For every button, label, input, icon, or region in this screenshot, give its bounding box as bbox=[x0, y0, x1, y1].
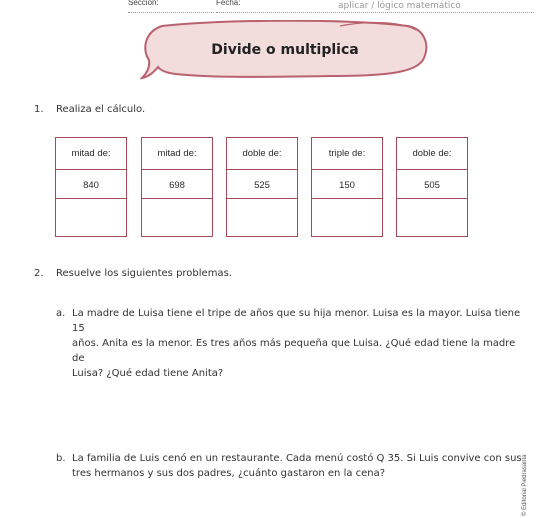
seccion-line bbox=[128, 12, 214, 13]
card-number: 525 bbox=[254, 180, 270, 191]
card-operation-label: triple de: bbox=[328, 148, 366, 159]
card-operation-label: mitad de: bbox=[157, 148, 197, 159]
skill-tag: aplicar / lógico matemático bbox=[338, 1, 461, 11]
item1-instruction: Realiza el cálculo. bbox=[56, 104, 146, 115]
card-number: 840 bbox=[83, 180, 99, 191]
card-answer-space[interactable] bbox=[142, 199, 212, 236]
card-answer-space[interactable] bbox=[397, 199, 467, 236]
card-number: 698 bbox=[169, 180, 185, 191]
problem-b-letter: b. bbox=[56, 453, 66, 464]
problem-a-line: años. Anita es la menor. Es tres años más pequeña que Luisa. ¿Qué edad tiene la madre de bbox=[72, 338, 516, 364]
calc-card bbox=[311, 137, 383, 237]
card-operation-label: mitad de: bbox=[71, 148, 111, 159]
card-number: 150 bbox=[339, 180, 355, 191]
problem-a-line: La madre de Luisa tiene el tripe de años que su hija menor. Luisa es la mayor. Luisa tiene 15 bbox=[72, 308, 521, 334]
item1-number: 1. bbox=[34, 104, 44, 115]
seccion-label: Sección: bbox=[128, 0, 159, 7]
card-answer-space[interactable] bbox=[312, 199, 382, 236]
item2-number: 2. bbox=[34, 268, 44, 279]
page-title: Divide o multiplica bbox=[211, 42, 359, 58]
calc-card bbox=[396, 137, 468, 237]
calc-card bbox=[141, 137, 213, 237]
fecha-line bbox=[216, 12, 534, 13]
card-divider bbox=[397, 169, 467, 170]
problem-b-line: tres hermanos y sus dos padres, ¿cuánto gastaron en la cena? bbox=[72, 468, 386, 479]
card-divider bbox=[312, 169, 382, 170]
fecha-label: Fecha: bbox=[216, 0, 241, 7]
problem-a-line: Luisa? ¿Qué edad tiene Anita? bbox=[72, 368, 224, 379]
problem-a-answer-space[interactable] bbox=[72, 356, 522, 444]
card-answer-space[interactable] bbox=[56, 199, 126, 236]
card-answer-space[interactable] bbox=[227, 199, 297, 236]
problem-a-letter: a. bbox=[56, 308, 66, 319]
card-operation-label: doble de: bbox=[242, 148, 282, 159]
card-divider bbox=[56, 169, 126, 170]
card-operation-label: doble de: bbox=[412, 148, 452, 159]
item2-instruction: Resuelve los siguientes problemas. bbox=[56, 268, 232, 279]
card-divider bbox=[227, 169, 297, 170]
problem-b-line: La familia de Luis cenó en un restaurante. Cada menú costó Q 35. Si Luis convive con sus bbox=[72, 453, 522, 464]
problem-b-text bbox=[72, 451, 522, 481]
card-number: 505 bbox=[424, 180, 440, 191]
problem-b-answer-space[interactable] bbox=[72, 484, 512, 516]
calc-card bbox=[226, 137, 298, 237]
card-divider bbox=[142, 169, 212, 170]
calc-card bbox=[55, 137, 127, 237]
publisher-credit: © Editorial Piedrasanta bbox=[522, 454, 528, 516]
